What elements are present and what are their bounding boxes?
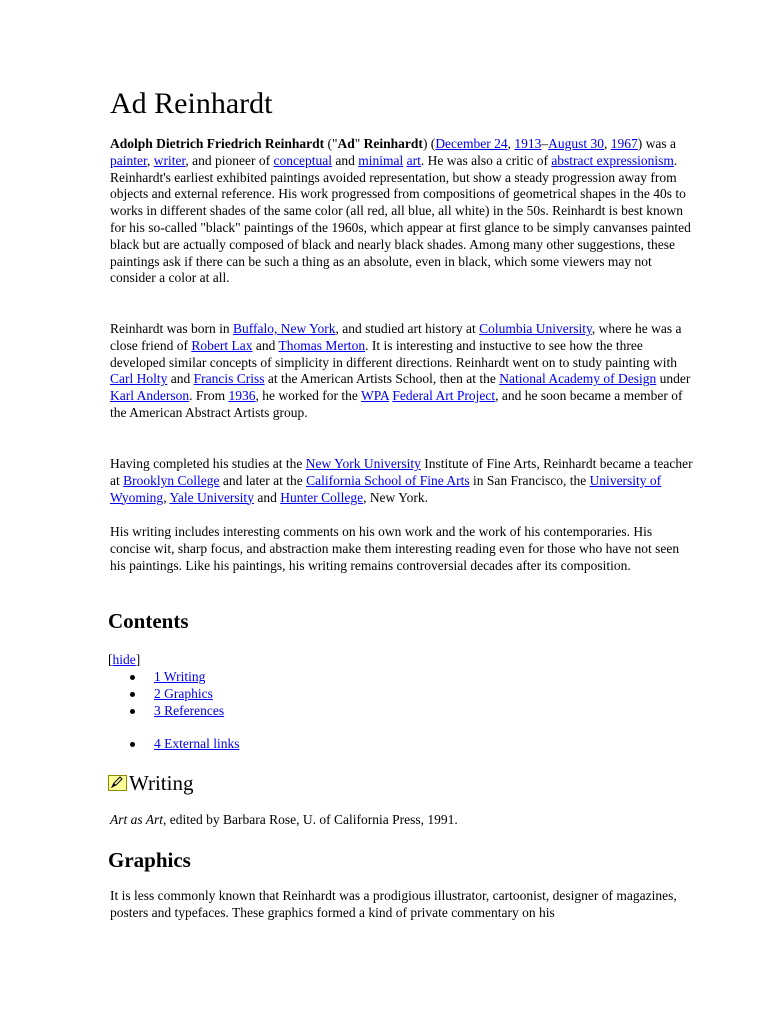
text-run: , and he soon became a member of the American Abstract Artists group. xyxy=(110,388,683,420)
link-national-academy-of-design[interactable]: National Academy of Design xyxy=(499,371,657,387)
bracket-close: ] xyxy=(135,652,141,667)
link-robert-lax[interactable]: Robert Lax xyxy=(191,337,253,353)
bullet-icon xyxy=(130,742,135,747)
text-run: and xyxy=(167,371,194,387)
graphics-heading: Graphics xyxy=(108,848,191,872)
toc-toggle xyxy=(108,651,408,668)
writing-heading-text: Writing xyxy=(129,771,194,795)
text-run: (" xyxy=(324,136,338,151)
link-painter[interactable]: painter xyxy=(110,152,147,168)
edit-icon[interactable] xyxy=(108,775,127,791)
writing-heading xyxy=(108,770,193,796)
text-run: in San Francisco, the xyxy=(469,472,590,488)
writing-citation xyxy=(110,812,695,829)
link-new-york-university[interactable]: New York University xyxy=(305,456,421,471)
book-title: Art as Art xyxy=(110,812,164,827)
text-run: . Reinhardt's earliest exhibited paintings avoided representation, but show a steady progression away from objects and external reference. His work progressed from compositions of geometrical shapes in the 40s to works in different shades of the same color (all red, all blue, all white) in the 50s. Reinhardt is best known for his so-called "black" paintings of the 1960s, which appear at first glance to be simply canvanses painted black but are actually composed of black and nearly black shades. Among many other suggestions, these paintings ask if there can be such a thing as an absolute, even in black, which some viewers may not consider a color at all. xyxy=(110,152,691,286)
text-run: , xyxy=(507,136,515,151)
text-run: at the American Artists School, then at the xyxy=(264,371,500,387)
text-run: and xyxy=(253,489,281,505)
text-run: . It is interesting and instuctive to see how the three developed similar concepts of simplicity in different directions. Reinhardt went on to study painting with xyxy=(110,337,678,370)
text-run: , and pioneer of xyxy=(185,152,274,168)
link-thomas-merton[interactable]: Thomas Merton xyxy=(278,337,366,353)
link-karl-anderson[interactable]: Karl Anderson xyxy=(110,388,190,404)
toc-item xyxy=(108,735,408,752)
bullet-icon xyxy=(130,709,135,714)
link-art[interactable]: art xyxy=(406,152,421,168)
subject-full-name: Adolph Dietrich Friedrich Reinhardt xyxy=(110,136,325,151)
text-run: Having completed his studies at the xyxy=(110,456,306,471)
hide-link[interactable]: hide xyxy=(112,652,136,667)
link-conceptual[interactable]: conceptual xyxy=(273,152,332,168)
contents-heading: Contents xyxy=(108,609,189,633)
link-carl-holty[interactable]: Carl Holty xyxy=(110,371,168,387)
text-run: , xyxy=(146,152,154,168)
toc-item xyxy=(108,668,408,685)
text-run: , xyxy=(604,136,611,151)
toc-link-writing[interactable]: 1 Writing xyxy=(154,669,206,684)
link-university-of-wyoming[interactable]: University of Wyoming xyxy=(110,472,662,505)
text-run: Reinhardt was born in xyxy=(110,321,233,336)
text-run: Institute of Fine Arts, Reinhardt became a teacher at xyxy=(110,456,693,488)
link-federal-art-project[interactable]: Federal Art Project xyxy=(392,388,496,404)
link-writer[interactable]: writer xyxy=(153,152,186,168)
toc-item xyxy=(108,685,408,702)
link-august-30[interactable]: August 30 xyxy=(548,136,605,151)
link-brooklyn-college[interactable]: Brooklyn College xyxy=(123,472,220,488)
graphics-paragraph: It is less commonly known that Reinhardt was a prodigious illustrator, cartoonist, designer of magazines, posters and typefaces. These graphics formed a kind of private commentary on his xyxy=(110,888,677,920)
toc-link-external-links[interactable]: 4 External links xyxy=(154,736,240,751)
text-run: . From xyxy=(189,388,229,404)
link-francis-criss[interactable]: Francis Criss xyxy=(193,371,265,387)
text-run: and xyxy=(331,152,359,168)
bullet-icon xyxy=(130,692,135,697)
bracket-open: [ xyxy=(108,652,113,667)
text-run: , and studied art history at xyxy=(335,321,480,336)
text-run: ) ( xyxy=(422,136,436,151)
citation-details: , edited by Barbara Rose, U. of California Press, 1991. xyxy=(163,812,458,827)
page-title: Ad Reinhardt xyxy=(110,87,273,120)
intro-paragraph xyxy=(110,136,695,287)
early-life-paragraph xyxy=(110,321,695,422)
text-run: – xyxy=(541,136,549,151)
text-run: , New York. xyxy=(363,489,428,505)
toc-link-graphics[interactable]: 2 Graphics xyxy=(154,686,213,701)
text-run: , he worked for the xyxy=(255,388,361,404)
toc-item xyxy=(108,702,408,719)
text-run: and xyxy=(252,337,279,353)
teaching-paragraph xyxy=(110,456,695,506)
writing-summary-paragraph: His writing includes interesting comments on his own work and the work of his contemporaries. His concise wit, sharp focus, and abstraction make them interesting reading even for those who have not seen his paintings. Like his paintings, his writing remains controversial decades after its composition. xyxy=(110,524,680,573)
link-columbia-university[interactable]: Columbia University xyxy=(479,321,592,336)
text-run: under xyxy=(656,371,691,387)
text-run: " xyxy=(354,136,364,151)
text-run: ) was a xyxy=(637,136,677,151)
table-of-contents xyxy=(108,651,408,752)
link-wpa[interactable]: WPA xyxy=(360,388,389,404)
text-run: , xyxy=(163,489,170,505)
link-yale-university[interactable]: Yale University xyxy=(169,489,254,505)
text-run: , where he was a close friend of xyxy=(110,321,682,353)
link-minimal[interactable]: minimal xyxy=(358,152,404,168)
link-hunter-college[interactable]: Hunter College xyxy=(280,489,364,505)
nickname-ad: Ad xyxy=(337,136,355,151)
link-buffalo-new-york[interactable]: Buffalo, New York xyxy=(232,321,336,336)
bullet-icon xyxy=(130,675,135,680)
link-1967[interactable]: 1967 xyxy=(610,136,638,151)
toc-list xyxy=(108,668,408,752)
toc-link-references[interactable]: 3 References xyxy=(154,703,225,718)
link-1913[interactable]: 1913 xyxy=(514,136,542,151)
surname-reinhardt: Reinhardt xyxy=(363,136,423,151)
link-december-24[interactable]: December 24 xyxy=(435,136,508,151)
text-run: . He was also a critic of xyxy=(420,152,552,168)
text-run: and later at the xyxy=(219,472,307,488)
link-1936[interactable]: 1936 xyxy=(228,388,256,404)
link-california-school-of-fine-arts[interactable]: California School of Fine Arts xyxy=(306,472,470,488)
link-abstract-expressionism[interactable]: abstract expressionism xyxy=(551,152,674,168)
